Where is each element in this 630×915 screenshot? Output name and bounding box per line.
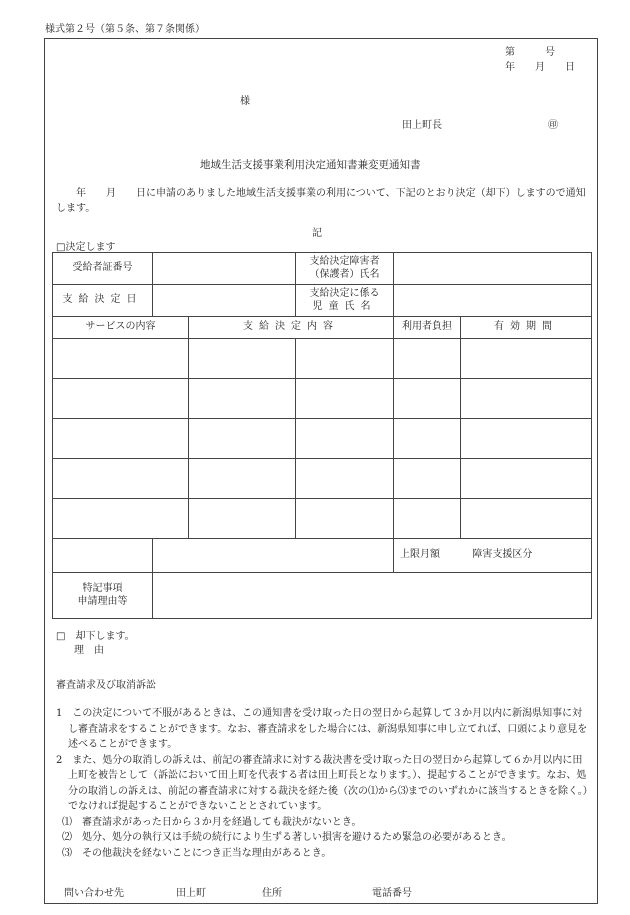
child-name-label-line2: 児童氏名 — [312, 300, 377, 312]
recipient-number-label: 受給者証番号 — [53, 253, 153, 285]
holder-name-label — [296, 253, 394, 285]
decision-date-label: 支給決定日 — [53, 285, 153, 317]
contact-label: 問い合わせ先 — [64, 888, 124, 899]
table-row — [53, 419, 592, 459]
table-row — [53, 499, 592, 539]
appeal-body — [56, 706, 592, 861]
limit-amount-label: 上限月額 — [400, 549, 440, 561]
issuer-name: 田上町長 — [402, 120, 442, 131]
appeal-item-1: 1 この決定について不服があるときは、この通知書を受け取った日の翌日から起算して３か月以内に新潟県知事に対し審査請求をすることができます。なお、審査請求をした場合には、新潟県知事に申し立てれば、口頭により意見を述べることができます。 — [56, 708, 588, 750]
date-label: 年 月 日 — [505, 62, 575, 73]
notes-label-line2: 申請理由等 — [77, 595, 128, 607]
table-row — [53, 339, 592, 379]
notes-value — [153, 573, 592, 619]
ki-marker: 記 — [312, 228, 322, 239]
holder-name-value — [394, 253, 592, 285]
content-column-header: 支給決定内容 — [189, 317, 394, 339]
appeal-sub-2: ⑵ 処分、処分の執行又は手続の続行により生ずる著しい損害を避けるため緊急の必要があるとき。 — [62, 832, 512, 843]
number-label: 第 号 — [505, 47, 555, 58]
appeal-item-2: 2 また、処分の取消しの訴えは、前記の審査請求に対する裁決書を受け取った日の翌日から起算して６か月以内に田上町を被告として（訴訟において田上町を代表する者は田上町長となります。）、提起することができます。なお、処分の取消しの訴えは、前記の審査請求に対する裁決を経た後（次の⑴から⑶までのいずれかに該当するときを除く。）でなければ提起することができないこととされています。 — [56, 754, 588, 812]
town-label: 田上町 — [176, 888, 206, 899]
form-number: 様式第２号（第５条、第７条関係） — [45, 24, 205, 35]
appeal-sub-3: ⑶ その他裁決を経ないことにつき正当な理由があるとき。 — [62, 847, 332, 859]
limit-labels-cell — [394, 539, 592, 573]
limit-blank-cell — [53, 539, 153, 573]
rejection-reason-label: 理 由 — [74, 645, 104, 656]
table-row — [53, 379, 592, 419]
child-name-label — [296, 285, 394, 317]
period-column-header: 有効期間 — [461, 317, 592, 339]
address-label: 住所 — [262, 888, 282, 899]
seal-mark: ㊞ — [548, 120, 558, 131]
decision-table — [52, 252, 592, 619]
rejection-label: □ 却下します。 — [56, 631, 135, 642]
intro-text: 年 月 日に申請のありました地域生活支援事業の利用について、下記のとおり決定（却下）しますので通知します。 — [56, 188, 586, 214]
appeal-heading: 審査請求及び取消訴訟 — [56, 680, 156, 691]
child-name-value — [394, 285, 592, 317]
limit-blank-wide — [153, 539, 394, 573]
phone-label: 電話番号 — [372, 888, 412, 899]
decision-date-value — [153, 285, 296, 317]
burden-column-header: 利用者負担 — [394, 317, 461, 339]
child-name-label-line1: 支給決定に係る — [309, 288, 380, 299]
holder-name-label-line1: 支給決定障害者 — [309, 256, 380, 267]
notes-label-line1: 特記事項 — [82, 583, 123, 594]
appeal-sub-1: ⑴ 審査請求があった日から３か月を経過しても裁決がないとき。 — [62, 816, 362, 828]
addressee-suffix: 様 — [240, 96, 250, 107]
decision-checkbox-label: □決定します — [56, 242, 116, 253]
support-class-label: 障害支援区分 — [472, 549, 533, 561]
document-title: 地域生活支援事業利用決定通知書兼変更通知書 — [200, 159, 421, 171]
recipient-number-value — [153, 253, 296, 285]
table-row — [53, 459, 592, 499]
holder-name-label-line2: （保護者）氏名 — [309, 268, 380, 280]
service-column-header: サービスの内容 — [53, 317, 189, 339]
notes-label — [53, 573, 153, 619]
